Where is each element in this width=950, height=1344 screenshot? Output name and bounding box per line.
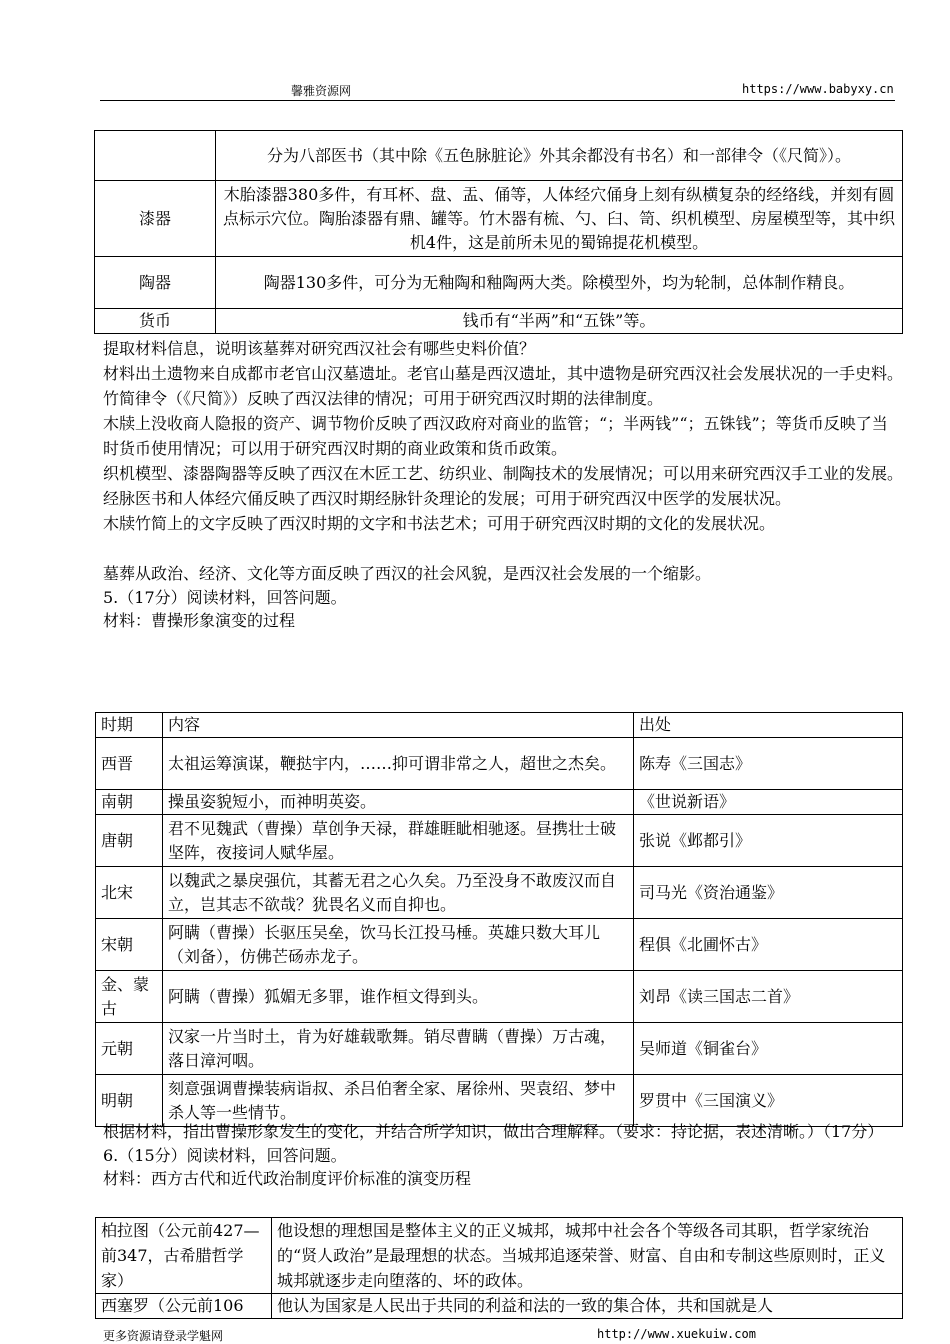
content: 阿瞒（曹操）长驱压吴垒，饮马长江投马棰。英雄只数大耳儿（刘备），仿佛芒砀赤龙子。 [163, 919, 634, 971]
question-heading: 5.（17分）阅读材料，回答问题。 [103, 588, 347, 607]
table-row [95, 309, 903, 334]
period: 唐朝 [96, 815, 163, 867]
thinker: 柏拉图（公元前427—前347，古希腊哲学家） [96, 1218, 272, 1294]
content: 汉家一片当时土，肯为好雄载歌舞。销尽曹瞒（曹操）万古魂，落日漳河咽。 [163, 1023, 634, 1075]
row-label: 货币 [95, 309, 216, 334]
footer-text: 更多资源请登录学魁网 [103, 1329, 224, 1343]
source: 司马光《资治通鉴》 [634, 867, 903, 919]
table-row [96, 1075, 903, 1127]
table-row [95, 181, 903, 257]
source: 《世说新语》 [634, 790, 903, 815]
header-period: 时期 [96, 713, 163, 738]
q5-block [103, 1120, 903, 1190]
answer-line: 木牍上没收商人隐报的资产、调节物价反映了西汉政府对商业的监管；“；半两钱”“；五铢钱”；等货币反映了当时货币使用情况；可以用于研究西汉时期的商业政策和货币政策。 [103, 414, 888, 458]
content: 太祖运筹演谋，鞭挞宇内，……抑可谓非常之人，超世之杰矣。 [163, 738, 634, 790]
answer-line: 竹简律令（《尺简》）反映了西汉法律的情况；可用于研究西汉时期的法律制度。 [103, 389, 664, 408]
answer-block [103, 336, 903, 632]
source: 罗贯中《三国演义》 [634, 1075, 903, 1127]
answer-line: 织机模型、漆器陶器等反映了西汉在木匠工艺、纺织业、制陶技术的发展情况；可以用来研究西汉手工业的发展。 [103, 464, 904, 483]
table-row [96, 1023, 903, 1075]
period: 元朝 [96, 1023, 163, 1075]
source: 程俱《北圃怀古》 [634, 919, 903, 971]
table-row [96, 815, 903, 867]
source: 刘昂《读三国志二首》 [634, 971, 903, 1023]
content: 以魏武之暴戾强伉，其蓄无君之心久矣。乃至没身不敢废汉而自立，岂其志不欲哉？犹畏名义而自抑也。 [163, 867, 634, 919]
caocao-table [95, 712, 903, 1127]
period: 北宋 [96, 867, 163, 919]
table-row [96, 1218, 903, 1294]
table-row [96, 738, 903, 790]
blank-line [103, 536, 903, 561]
table-row [96, 919, 903, 971]
row-content: 陶器130多件，可分为无釉陶和釉陶两大类。除模型外，均为轮制，总体制作精良。 [216, 257, 903, 309]
content: 阿瞒（曹操）狐媚无多罪，谁作桓文得到头。 [163, 971, 634, 1023]
table-row [96, 867, 903, 919]
relics-table [94, 130, 903, 334]
answer-line: 木牍竹简上的文字反映了西汉时期的文字和书法艺术；可用于研究西汉时期的文化的发展状况。 [103, 514, 776, 533]
source: 陈寿《三国志》 [634, 738, 903, 790]
table-row [96, 1294, 903, 1319]
politics-table [95, 1217, 903, 1319]
content: 刻意强调曹操装病诣叔、杀吕伯奢全家、屠徐州、哭袁绍、梦中杀人等一些情节。 [163, 1075, 634, 1127]
thinker-content: 他设想的理想国是整体主义的正义城邦，城邦中社会各个等级各司其职，哲学家统治的“贤人政治”是最理想的状态。当城邦追逐荣誉、财富、自由和专制这些原则时，正义城邦就逐步走向堕落的、坏的政体。 [272, 1218, 903, 1294]
period: 西晋 [96, 738, 163, 790]
thinker-content: 他认为国家是人民出于共同的利益和法的一致的集合体，共和国就是人 [272, 1294, 903, 1319]
source: 张说《邺都引》 [634, 815, 903, 867]
row-label: 陶器 [95, 257, 216, 309]
period: 南朝 [96, 790, 163, 815]
answer-line: 材料出土遗物来自成都市老官山汉墓遗址。老官山墓是西汉遗址，其中遗物是研究西汉社会发展状况的一手史料。 [103, 364, 904, 383]
row-content: 木胎漆器380多件，有耳杯、盘、盂、俑等，人体经穴俑身上刻有纵横复杂的经络线，并刻有圆点标示穴位。陶胎漆器有鼎、罐等。竹木器有梳、勺、臼、笥、织机模型、房屋模型等，其中织机4件，这是前所未见的蜀锦提花机模型。 [216, 181, 903, 257]
header-divider [100, 100, 895, 101]
table-row [96, 971, 903, 1023]
answer-line: 经脉医书和人体经穴俑反映了西汉时期经脉针灸理论的发展；可用于研究西汉中医学的发展状况。 [103, 489, 792, 508]
answer-line: 墓葬从政治、经济、文化等方面反映了西汉的社会风貌，是西汉社会发展的一个缩影。 [103, 564, 712, 583]
content: 君不见魏武（曹操）草创争天禄，群雄睚眦相驰逐。昼携壮士破坚阵，夜接词人赋华屋。 [163, 815, 634, 867]
thinker: 西塞罗（公元前106 [96, 1294, 272, 1319]
table-header-row [96, 713, 903, 738]
q5-question: 根据材料，指出曹操形象发生的变化，并结合所学知识，做出合理解释。（要求：持论据，表述清晰。）（17分） [103, 1122, 884, 1141]
period: 明朝 [96, 1075, 163, 1127]
content: 操虽姿貌短小，而神明英姿。 [163, 790, 634, 815]
header-url[interactable]: https://www.babyxy.cn [742, 82, 894, 96]
row-label: 漆器 [95, 181, 216, 257]
header-content: 内容 [163, 713, 634, 738]
table-row [95, 257, 903, 309]
period: 金、蒙古 [96, 971, 163, 1023]
table-row [96, 790, 903, 815]
q6-material-title: 材料：西方古代和近代政治制度评价标准的演变历程 [103, 1169, 472, 1188]
source: 吴师道《铜雀台》 [634, 1023, 903, 1075]
header-site: 馨雅资源网 [291, 84, 352, 98]
q6-heading: 6.（15分）阅读材料，回答问题。 [103, 1146, 347, 1165]
footer-url[interactable]: http://www.xuekuiw.com [597, 1327, 756, 1341]
row-label [95, 131, 216, 181]
table-row [95, 131, 903, 181]
row-content: 分为八部医书（其中除《五色脉脏论》外其余都没有书名）和一部律令（《尺简》）。 [216, 131, 903, 181]
material-title: 材料：曹操形象演变的过程 [103, 611, 296, 630]
period: 宋朝 [96, 919, 163, 971]
row-content: 钱币有“半两”和“五铢”等。 [216, 309, 903, 334]
question-line: 提取材料信息，说明该墓葬对研究西汉社会有哪些史料价值？ [103, 339, 536, 358]
header-source: 出处 [634, 713, 903, 738]
